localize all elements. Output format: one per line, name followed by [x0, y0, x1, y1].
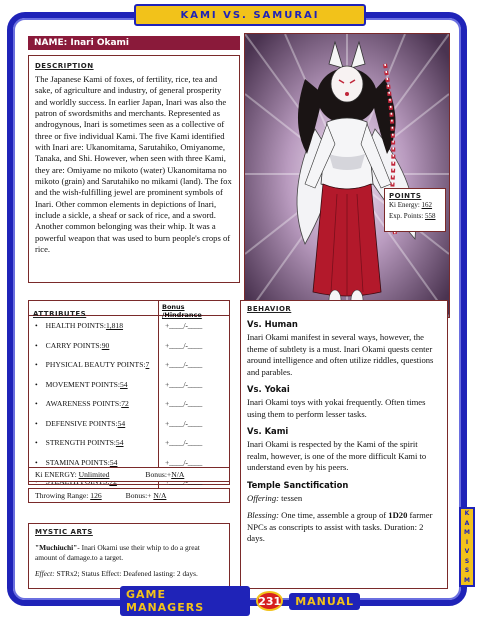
bullet-icon: •	[35, 399, 38, 409]
bonus-header: Bonus /Hindrance	[162, 303, 202, 319]
effect-label: Effect:	[35, 569, 55, 579]
attribute-cell	[29, 336, 159, 356]
attribute-label: STAMINA POINTS:	[45, 457, 110, 467]
bullet-icon: •	[35, 321, 38, 331]
exp-points-row	[389, 211, 441, 222]
attribute-row	[29, 414, 229, 434]
name-label: NAME	[34, 38, 64, 48]
attribute-label: DEFENSIVE POINTS:	[45, 418, 118, 428]
mystic-art-desc: - Inari Okami use their whip to do a great amount of damage.to a target.	[35, 543, 200, 563]
throw-bonus-label: Bonus:+	[125, 491, 154, 500]
side-tab-letter: I	[465, 538, 469, 546]
ki-bonus-value: N/A	[171, 470, 185, 479]
temple-title: Temple Sanctification	[247, 479, 349, 490]
mystic-arts-header: MYSTIC ARTS	[35, 528, 93, 536]
attribute-cell	[29, 316, 159, 336]
attribute-label: AWARENESS POINTS:	[45, 399, 122, 409]
attribute-label: HEALTH POINTS:	[45, 321, 106, 331]
side-tab-letter: S	[464, 567, 470, 575]
side-tab-letter: M	[464, 529, 470, 537]
side-tab	[459, 507, 475, 587]
attribute-value: 1,818	[105, 321, 124, 331]
top-banner: KAMI VS. SAMURAI	[134, 4, 366, 26]
attribute-value: 54	[117, 418, 126, 428]
attributes-head	[29, 301, 229, 319]
bonus-hindrance-blank: +____/-____	[165, 457, 203, 467]
bonus-hindrance-blank: +____/-____	[165, 360, 203, 370]
attribute-rows	[29, 316, 229, 492]
page-number: 231	[256, 591, 283, 611]
description-header: DESCRIPTION	[35, 62, 94, 70]
points-header: POINTS	[389, 192, 422, 200]
ki-label: Ki ENERGY:	[35, 470, 79, 479]
bonus-hindrance-blank: +____/-____	[165, 438, 203, 448]
attribute-row	[29, 394, 229, 414]
footer	[120, 588, 360, 614]
bonus-hindrance-blank: +____/-____	[165, 321, 203, 331]
mystic-art-name: "Muchiuchi"	[35, 543, 78, 553]
side-tab-letter: S	[464, 557, 470, 565]
attribute-row	[29, 375, 229, 395]
attribute-value: 54	[120, 379, 128, 389]
footer-left: GAME MANAGERS	[120, 586, 250, 616]
side-tab-letter: A	[464, 519, 470, 527]
throw-value: 126	[90, 491, 102, 500]
behavior-header: BEHAVIOR	[247, 305, 292, 313]
attribute-value: 54	[109, 457, 118, 467]
ki-energy-box	[28, 467, 230, 482]
behavior-text-kami: Inari Okami is respected by the Kami of the spirit realm, however, is one of the more difficult Kami to understand even by his peers.	[247, 439, 427, 473]
name-value: Inari Okami	[70, 38, 130, 48]
bullet-icon: •	[35, 457, 38, 467]
ki-energy-label: Ki Energy:	[389, 201, 422, 209]
ki-bonus-label: Bonus:+	[145, 470, 172, 479]
attribute-label: STRENGTH POINTS:	[45, 438, 116, 448]
throw-bonus-value: N/A	[153, 491, 167, 500]
behavior-box	[240, 300, 448, 589]
attribute-cell	[29, 355, 159, 375]
bullet-icon: •	[35, 360, 38, 370]
effect-text: STRx2; Status Effect: Deafened lasting: 2 days.	[54, 569, 198, 579]
attribute-label: PHYSICAL BEAUTY POINTS:	[45, 360, 146, 370]
attribute-row	[29, 355, 229, 375]
attribute-row	[29, 336, 229, 356]
ki-value: Unlimited	[78, 470, 110, 479]
attribute-cell	[29, 375, 159, 395]
description-text: The Japanese Kami of foxes, of fertility, rice, tea and sake, of agriculture and industry, of general prosperity and worldly success. In earlier Japan, Inari was also the patron of swordsmiths and merchants. Represented as androgynous, Inari is sometimes seen as a collective of three or five individual Kami. The five Kami identified with Inari are: Ukanomitama, Sarutahiko, Omiyanome, Tanaka, and Shi. However, when seen with three Kami, they are: Omiyame no mikoto (water) Ukanomitama no mikoto (grain) and Sarutahiko no mikami (land). The fox and the wish-fulfilling jewel are prominent symbols of Inari. Other common elements in depictions of Inari, include a sickle, a sheaf or sack of rice, and a sword. Another common belonging was their whip. It was a powerful weapon that was used to burn people's crops of rice.	[35, 74, 232, 255]
side-tab-letter: V	[464, 548, 470, 556]
throwing-range-box	[28, 488, 230, 503]
behavior-text-human: Inari Okami manifest in several ways, however, the theme of subtlety is a must. Inari Okami quests center around intelligence and often utilize riddles, questions and parables.	[247, 332, 434, 377]
mystic-arts-box	[28, 523, 230, 589]
portrait-illustration	[245, 34, 449, 317]
side-tab-letter: M	[464, 576, 470, 584]
bullet-icon: •	[35, 438, 38, 448]
attribute-value: 54	[115, 438, 124, 448]
bullet-icon: •	[35, 418, 38, 428]
offering-text: tessen	[278, 492, 303, 503]
bonus-hindrance-blank: +____/-____	[165, 418, 203, 428]
behavior-title-kami: Vs. Kami	[247, 426, 289, 437]
attributes-header: ATTRIBUTES	[33, 310, 87, 318]
behavior-title-human: Vs. Human	[247, 319, 298, 329]
bonus-hindrance-blank: +____/-____	[165, 399, 203, 409]
ki-energy-value: 162	[421, 201, 433, 209]
blessing-dice: 1D20	[388, 510, 408, 521]
ki-energy-row	[389, 200, 441, 211]
blessing-line	[247, 510, 441, 545]
attribute-value: 72	[121, 399, 129, 409]
behavior-text-yokai: Inari Okami toys with yokai frequently. Often times using them to perform lesser tasks.	[247, 397, 426, 419]
footer-right: MANUAL	[289, 593, 360, 610]
description-box	[28, 55, 240, 283]
attribute-cell	[29, 394, 159, 414]
points-box	[384, 188, 446, 232]
offering-label: Offering:	[247, 492, 279, 503]
attribute-value: 90	[101, 340, 110, 350]
character-portrait	[244, 33, 450, 318]
attribute-cell	[29, 433, 159, 453]
blessing-text-2: farmer NPCs as conscripts to assist with tasks. Duration: 2 days.	[247, 510, 433, 544]
attribute-value: 7	[145, 360, 150, 370]
bullet-icon: •	[35, 379, 38, 389]
attribute-row	[29, 433, 229, 453]
name-bar: NAME : Inari Okami	[28, 36, 240, 50]
blessing-label: Blessing:	[247, 510, 279, 521]
side-tab-letter: K	[464, 510, 470, 518]
attribute-cell	[29, 414, 159, 434]
bonus-hindrance-blank: +____/-____	[165, 340, 203, 350]
attributes-table	[28, 300, 230, 485]
behavior-title-yokai: Vs. Yokai	[247, 384, 290, 395]
bonus-hindrance-blank: +____/-____	[165, 379, 203, 389]
exp-points-label: Exp. Points:	[389, 211, 425, 220]
attribute-label: MOVEMENT POINTS:	[45, 379, 120, 389]
blessing-text: One time, assemble a group of	[278, 510, 389, 521]
attribute-label: CARRY POINTS:	[45, 340, 102, 350]
exp-points-value: 558	[424, 211, 436, 220]
offering-line	[247, 493, 441, 505]
throw-label: Throwing Range:	[35, 491, 91, 500]
bullet-icon: •	[35, 340, 38, 350]
